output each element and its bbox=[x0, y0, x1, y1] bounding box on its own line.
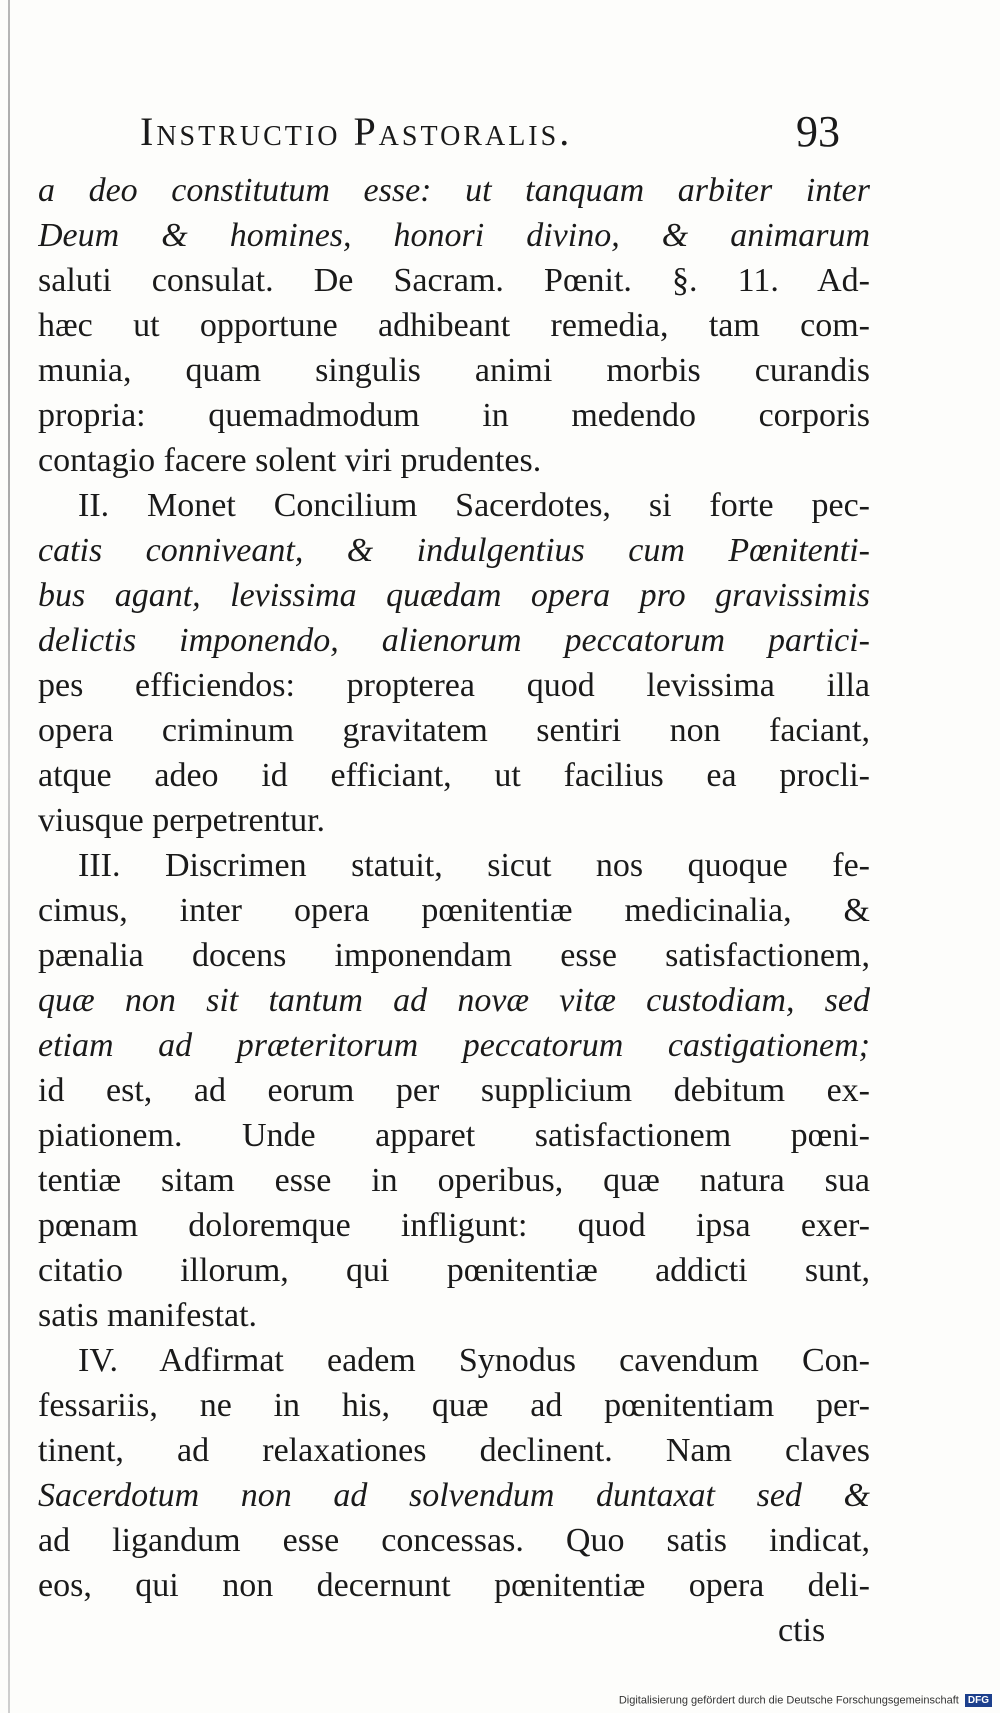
text-line: quæ non sit tantum ad novæ vitæ custodiam, sed bbox=[38, 982, 870, 1019]
credit-text: Digitalisierung gefördert durch die Deutsche Forschungsgemeinschaft bbox=[618, 1694, 959, 1707]
text-line: propria: quemadmodum in medendo corporis bbox=[38, 397, 870, 434]
text-line: III. Discrimen statuit, sicut nos quoque fe- bbox=[78, 847, 870, 884]
text-line: catis conniveant, & indulgentius cum Pœnitenti- bbox=[38, 532, 870, 569]
text-line: atque adeo id efficiant, ut facilius ea procli- bbox=[38, 757, 870, 794]
running-title: Instructio Pastoralis. bbox=[140, 109, 573, 154]
text-line: pænalia docens imponendam esse satisfactionem, bbox=[38, 937, 870, 974]
text-line: II. Monet Concilium Sacerdotes, si forte pec- bbox=[78, 487, 870, 524]
page-edge-shadow bbox=[8, 0, 10, 1713]
catchword: ctis bbox=[778, 1612, 826, 1649]
page-number: 93 bbox=[796, 107, 840, 156]
text-line: opera criminum gravitatem sentiri non faciant, bbox=[38, 712, 870, 749]
text-line: fessariis, ne in his, quæ ad pœnitentiam per- bbox=[38, 1387, 870, 1424]
body-text bbox=[38, 168, 870, 1608]
text-line: id est, ad eorum per supplicium debitum ex- bbox=[38, 1072, 870, 1109]
text-line: piationem. Unde apparet satisfactionem pœni- bbox=[38, 1117, 870, 1154]
text-line: eos, qui non decernunt pœnitentiæ opera deli- bbox=[38, 1567, 870, 1604]
text-line: Sacerdotum non ad solvendum duntaxat sed & bbox=[38, 1477, 870, 1514]
text-line: tinent, ad relaxationes declinent. Nam claves bbox=[38, 1432, 870, 1469]
dfg-logo: DFG bbox=[965, 1694, 992, 1707]
text-line: Deum & homines, honori divino, & animarum bbox=[38, 217, 870, 254]
text-line: viusque perpetrentur. bbox=[38, 802, 326, 839]
text-line: IV. Adfirmat eadem Synodus cavendum Con- bbox=[78, 1342, 870, 1379]
text-line: hæc ut opportune adhibeant remedia, tam com- bbox=[38, 307, 870, 344]
text-line: munia, quam singulis animi morbis curandis bbox=[38, 352, 870, 389]
digitization-credit bbox=[619, 1694, 992, 1707]
text-line: saluti consulat. De Sacram. Pœnit. §. 11. Ad- bbox=[38, 262, 870, 299]
text-line: delictis imponendo, alienorum peccatorum partici- bbox=[38, 622, 870, 659]
text-line: satis manifestat. bbox=[38, 1297, 258, 1334]
text-line: contagio facere solent viri prudentes. bbox=[38, 442, 542, 479]
text-line: cimus, inter opera pœnitentiæ medicinalia, & bbox=[38, 892, 870, 929]
page-header bbox=[140, 108, 840, 168]
text-line: etiam ad præteritorum peccatorum castigationem; bbox=[38, 1027, 870, 1064]
text-line: bus agant, levissima quædam opera pro gravissimis bbox=[38, 577, 870, 614]
text-line: pes efficiendos: propterea quod levissima illa bbox=[38, 667, 870, 704]
text-line: ad ligandum esse concessas. Quo satis indicat, bbox=[38, 1522, 870, 1559]
text-line: citatio illorum, qui pœnitentiæ addicti sunt, bbox=[38, 1252, 870, 1289]
text-line: pœnam doloremque infligunt: quod ipsa exer- bbox=[38, 1207, 870, 1244]
text-line: tentiæ sitam esse in operibus, quæ natura sua bbox=[38, 1162, 870, 1199]
text-line: a deo constitutum esse: ut tanquam arbiter inter bbox=[38, 172, 870, 209]
